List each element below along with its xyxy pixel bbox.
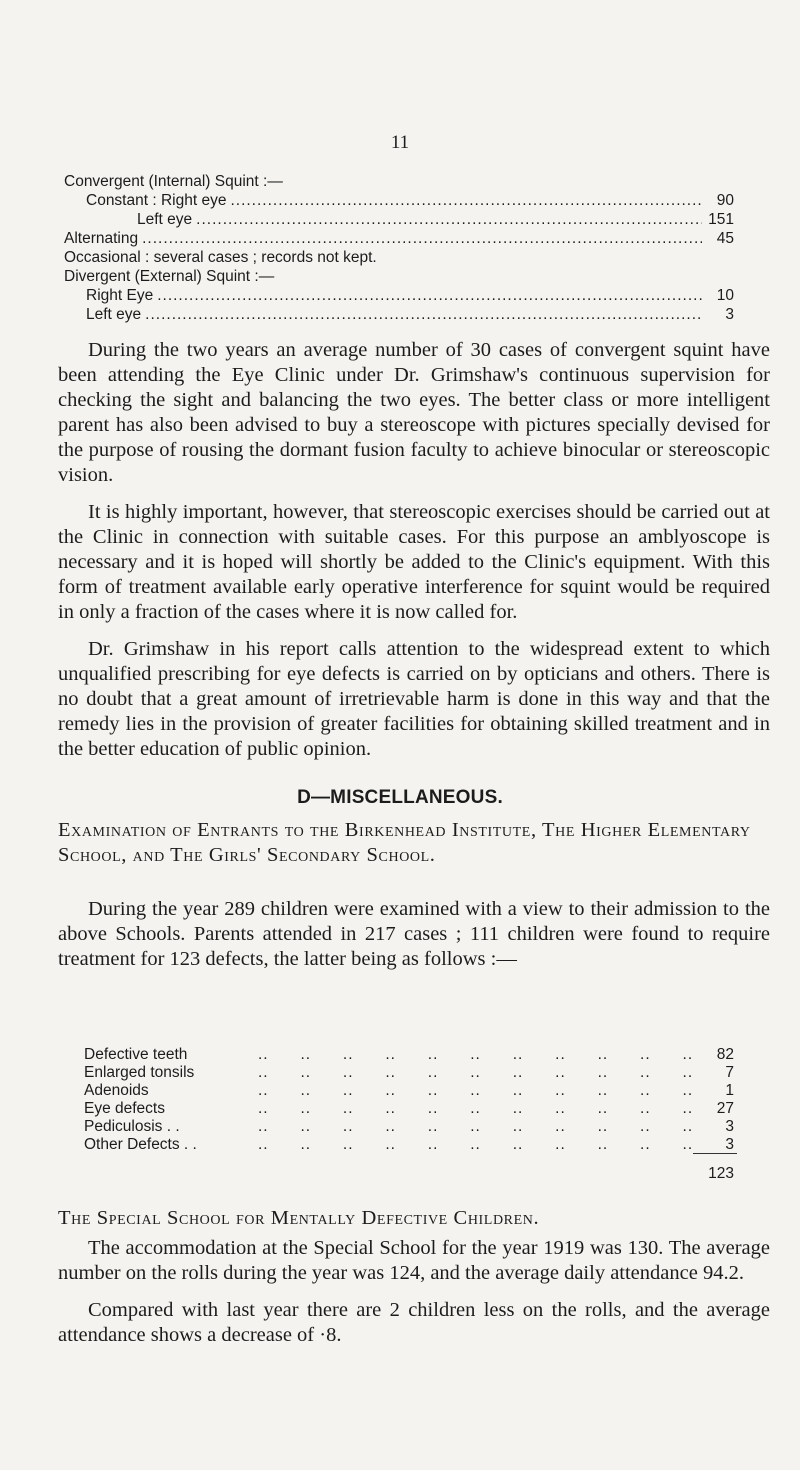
page-number: 11 [390,132,410,153]
defect-row [84,1046,734,1064]
alternating-row [64,229,734,248]
row-label: Left eye [86,306,142,323]
row-value: 151 [708,211,734,228]
leader-dots [230,191,702,210]
row-value: 3 [725,306,734,323]
row-value: 90 [716,192,734,209]
defect-label: Pediculosis . . [84,1118,180,1135]
divergent-right-row [64,286,734,305]
paragraph: Dr. Grimshaw in his report calls attention to the widespread extent to which unqualified prescribing for eye defects is carried on by opticians and others. There is no doubt that a great amount of irretrievable harm is done in this way and that the remedy lies in the provision of greater facilities for obtaining skilled treatment and in the better education of public opinion. [58,638,770,760]
paragraph: It is highly important, however, that stereoscopic exercises should be carried out at the Clinic in connection with suitable cases. For this purpose an amblyoscope is necessary and it is hoped will shortly be added to the Clinic's equipment. With this form of treatment available early operative interference for squint would be required in only a fraction of the cases where it is now called for. [58,501,770,623]
paragraph: The accommodation at the Special School for the year 1919 was 130. The average number on the rolls during the year was 124, and the average daily attendance 94.2. [58,1237,770,1284]
row-value: 10 [716,287,734,304]
leader-dots [157,286,702,305]
section-heading: D—MISCELLANEOUS. [297,787,503,808]
leader-dots [258,1136,702,1154]
paragraph: Compared with last year there are 2 children less on the rolls, and the average attendance shows a decrease of ·8. [58,1299,770,1346]
divergent-heading: Divergent (External) Squint :— [64,268,275,285]
defect-value: 27 [716,1100,734,1117]
leader-dots [142,229,702,248]
entrants-heading: Examination of Entrants to the Birkenhead Institute, The Higher Elementary School, and The Girls' Secondary School. [58,819,751,866]
constant-right-row [64,191,734,210]
defect-value: 1 [725,1082,734,1099]
defect-row [84,1064,734,1082]
defects-list [84,1046,734,1154]
leader-dots [258,1100,702,1118]
paragraph: During the year 289 children were examined with a view to their admission to the above Schools. Parents attended in 217 cases ; 111 children were found to require treatment for 123 defects, the latter being as follows :— [58,898,770,970]
total-rule [693,1153,737,1154]
defect-value: 3 [725,1118,734,1135]
paragraph: During the two years an average number of 30 cases of convergent squint have been attending the Eye Clinic under Dr. Grimshaw's continuous supervision for checking the sight and balancing the two eyes. The better class or more intelligent parent has also been advised to buy a stereoscope with pictures specially devised for the purpose of rousing the dormant fusion faculty to achieve binocular or stereoscopic vision. [58,339,770,486]
defect-row [84,1100,734,1118]
defect-label: Other Defects . . [84,1136,197,1153]
divergent-left-row [64,305,734,324]
defect-label: Defective teeth [84,1046,188,1063]
constant-left-row [64,210,734,229]
leader-dots [145,305,702,324]
special-school-heading: The Special School for Mentally Defective Children. [58,1207,540,1229]
defect-row [84,1118,734,1136]
defect-label: Eye defects [84,1100,165,1117]
row-value: 45 [716,230,734,247]
squint-list [64,172,734,324]
row-label: Left eye [137,211,193,228]
entrants-text [58,897,770,984]
row-label: Alternating [64,230,139,247]
defect-value: 7 [725,1064,734,1081]
defect-label: Adenoids [84,1082,149,1099]
occasional-note: Occasional : several cases ; records not kept. [64,249,377,266]
leader-dots [258,1046,702,1064]
leader-dots [258,1064,702,1082]
row-label: Constant : Right eye [86,192,227,209]
special-school-text [58,1236,770,1360]
defect-row [84,1082,734,1100]
leader-dots [258,1118,702,1136]
leader-dots [196,210,702,229]
defect-row [84,1136,734,1154]
eye-clinic-text [58,338,770,774]
defect-value: 3 [725,1136,734,1153]
defect-value: 82 [716,1046,734,1063]
row-label: Right Eye [86,287,154,304]
defects-total: 123 [708,1165,734,1182]
convergent-heading: Convergent (Internal) Squint :— [64,173,283,190]
leader-dots [258,1082,702,1100]
defect-label: Enlarged tonsils [84,1064,195,1081]
